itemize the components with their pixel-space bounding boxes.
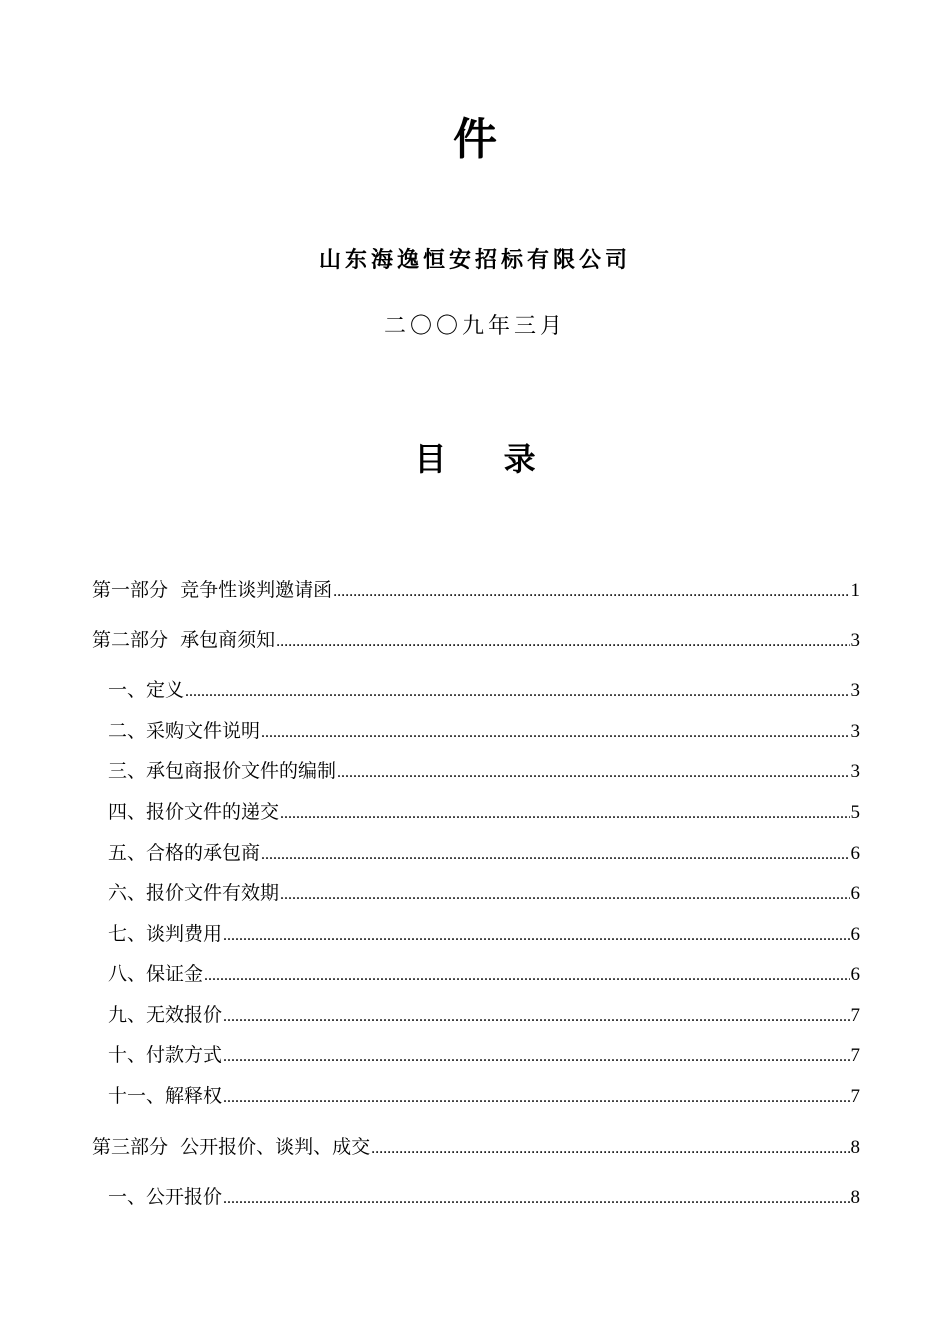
- toc-entry-page: 1: [850, 580, 860, 601]
- toc-entry-label: 七、谈判费用: [108, 923, 223, 945]
- toc-leader-dots: [371, 1134, 849, 1164]
- toc-entry[interactable]: [108, 797, 860, 827]
- toc-entry-label: 十、付款方式: [108, 1044, 223, 1066]
- toc-entry-page: 3: [850, 680, 860, 701]
- toc-entry-page: 3: [850, 761, 860, 782]
- toc-entry-label: 一、公开报价: [108, 1186, 223, 1208]
- toc-leader-dots: [223, 1042, 849, 1072]
- toc-heading: 目 录: [414, 440, 536, 478]
- title-fragment: 件: [453, 114, 497, 165]
- toc-entry-page: 8: [850, 1137, 860, 1158]
- toc-entry[interactable]: [108, 675, 860, 705]
- toc-entry-page: 6: [850, 843, 860, 864]
- toc-entry-page: 8: [850, 1187, 860, 1208]
- toc-entry[interactable]: [108, 838, 860, 868]
- toc-leader-dots: [333, 577, 849, 607]
- toc-entry-label: 八、保证金: [108, 963, 204, 985]
- toc-entry-label: 第三部分 公开报价、谈判、成交: [92, 1136, 371, 1158]
- company-name: 山东海逸恒安招标有限公司: [318, 248, 631, 273]
- toc-entry-label: 一、定义: [108, 679, 185, 701]
- toc-leader-dots: [185, 677, 849, 707]
- toc-leader-dots: [223, 1002, 849, 1032]
- toc-entry-label: 二、采购文件说明: [108, 720, 261, 742]
- toc-entry-label: 三、承包商报价文件的编制: [108, 760, 337, 782]
- toc-entry[interactable]: [108, 1040, 860, 1070]
- document-date: 二〇〇九年三月: [383, 314, 566, 339]
- toc-entry[interactable]: [108, 1000, 860, 1030]
- toc-leader-dots: [204, 961, 849, 991]
- toc-entry-page: 3: [850, 630, 860, 651]
- toc-entry-label: 六、报价文件有效期: [108, 882, 280, 904]
- toc-entry[interactable]: [108, 716, 860, 746]
- toc-leader-dots: [337, 758, 849, 788]
- toc-leader-dots: [223, 1083, 849, 1113]
- toc-entry[interactable]: [108, 919, 860, 949]
- toc-entry-label: 五、合格的承包商: [108, 842, 261, 864]
- toc-entry-label: 十一、解释权: [108, 1085, 223, 1107]
- toc-entry[interactable]: [92, 625, 860, 655]
- toc-leader-dots: [280, 799, 849, 829]
- toc-entry-page: 6: [850, 964, 860, 985]
- toc-entry[interactable]: [108, 1081, 860, 1111]
- toc-entry[interactable]: [108, 1182, 860, 1212]
- toc-entry[interactable]: [92, 575, 860, 605]
- toc-leader-dots: [280, 880, 849, 910]
- toc-leader-dots: [261, 840, 849, 870]
- toc-entry[interactable]: [108, 959, 860, 989]
- toc-entry[interactable]: [108, 878, 860, 908]
- toc-entry[interactable]: [108, 756, 860, 786]
- toc-entry[interactable]: [92, 1132, 860, 1162]
- toc-leader-dots: [276, 627, 849, 657]
- toc-entry-page: 6: [850, 924, 860, 945]
- toc-leader-dots: [223, 1184, 849, 1214]
- toc-leader-dots: [223, 921, 849, 951]
- toc-entry-label: 四、报价文件的递交: [108, 801, 280, 823]
- toc-entry-page: 7: [850, 1045, 860, 1066]
- toc-leader-dots: [261, 718, 849, 748]
- toc-entry-page: 7: [850, 1005, 860, 1026]
- toc-entry-label: 第二部分 承包商须知: [92, 629, 276, 651]
- toc-entry-label: 九、无效报价: [108, 1004, 223, 1026]
- toc-entry-page: 5: [850, 802, 860, 823]
- toc-entry-page: 3: [850, 721, 860, 742]
- toc-entry-label: 第一部分 竞争性谈判邀请函: [92, 579, 333, 601]
- toc-entry-page: 6: [850, 883, 860, 904]
- toc-entry-page: 7: [850, 1086, 860, 1107]
